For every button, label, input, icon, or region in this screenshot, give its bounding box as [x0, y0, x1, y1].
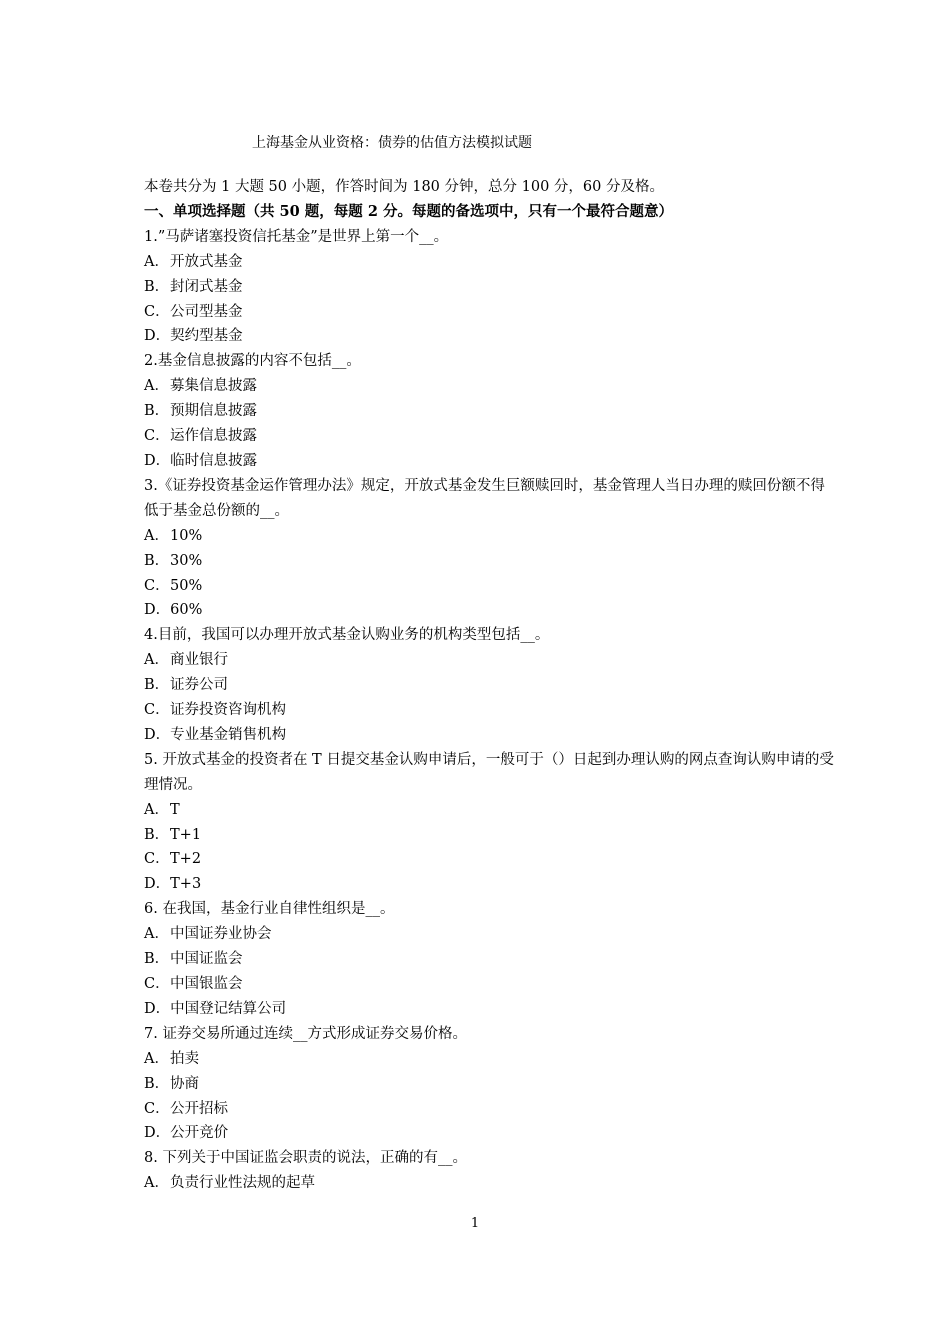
option-text: 临时信息披露	[170, 452, 258, 469]
option-a	[144, 1047, 834, 1072]
option-text: 商业银行	[170, 652, 228, 669]
option-text: T+3	[170, 876, 202, 893]
option-letter: B．	[144, 826, 170, 843]
option-a	[144, 798, 834, 823]
option-b	[144, 399, 834, 424]
option-letter: A．	[144, 801, 169, 818]
question	[144, 1146, 834, 1196]
option-c	[144, 1097, 834, 1122]
option-b	[144, 549, 834, 574]
option-d	[144, 598, 834, 623]
option-text: 专业基金销售机构	[170, 726, 287, 743]
option-text: 中国银监会	[170, 976, 243, 992]
option-a	[144, 524, 834, 549]
question-text: 2.基金信息披露的内容不包括__。	[144, 353, 361, 370]
option-text: T+1	[170, 826, 202, 843]
option-text: 证券投资咨询机构	[170, 702, 286, 719]
option-text: 60%	[170, 602, 203, 619]
option-letter: B．	[144, 677, 170, 694]
question-text: 8. 下列关于中国证监会职责的说法，正确的有__。	[144, 1150, 467, 1167]
option-letter: D．	[144, 1125, 171, 1142]
option-text: 中国登记结算公司	[170, 1000, 287, 1017]
document-title: 上海基金从业资格：债券的估值方法模拟试题	[252, 135, 532, 151]
option-letter: B．	[144, 552, 170, 569]
option-text: 预期信息披露	[170, 403, 257, 420]
option-d	[144, 997, 834, 1022]
option-text: 证券公司	[170, 677, 228, 694]
option-text: 封闭式基金	[170, 278, 243, 295]
question	[144, 623, 834, 748]
option-a	[144, 648, 834, 673]
option-letter: C．	[144, 303, 170, 320]
option-letter: B．	[144, 403, 170, 420]
option-letter: C．	[144, 976, 170, 992]
option-text: 契约型基金	[170, 328, 243, 345]
option-letter: C．	[144, 851, 170, 868]
option-a	[144, 250, 834, 275]
option-letter: C．	[144, 1100, 170, 1117]
option-text: 拍卖	[170, 1050, 199, 1067]
option-text: 50%	[170, 577, 203, 594]
option-c	[144, 698, 834, 723]
option-letter: D．	[144, 726, 171, 743]
option-letter: B．	[144, 951, 170, 968]
option-text: 中国证券业协会	[170, 926, 272, 943]
option-b	[144, 673, 834, 698]
option-c	[144, 574, 834, 599]
option-text: 30%	[170, 552, 203, 569]
option-letter: D．	[144, 1000, 171, 1017]
option-text: 中国证监会	[170, 951, 243, 968]
question-text: 4.目前，我国可以办理开放式基金认购业务的机构类型包括__。	[144, 627, 550, 644]
option-letter: A．	[144, 1050, 169, 1067]
option-c	[144, 424, 834, 449]
option-b	[144, 823, 834, 848]
document-body	[144, 175, 834, 1196]
option-text: 公司型基金	[170, 303, 243, 320]
option-letter: A．	[144, 1175, 169, 1192]
option-b	[144, 1072, 834, 1097]
option-text: T+2	[170, 851, 202, 868]
option-letter: C．	[144, 577, 170, 594]
option-a	[144, 922, 834, 947]
section-heading: 一、单项选择题（共 50 题，每题 2 分。每题的备选项中，只有一个最符合题意）	[144, 202, 673, 220]
option-text: 运作信息披露	[170, 428, 257, 445]
option-b	[144, 947, 834, 972]
option-letter: D．	[144, 876, 171, 893]
option-c	[144, 972, 834, 997]
option-d	[144, 872, 834, 897]
question	[144, 897, 834, 1022]
option-letter: A．	[144, 527, 169, 544]
option-c	[144, 300, 834, 325]
option-text: 负责行业性法规的起草	[170, 1175, 315, 1192]
question	[144, 474, 834, 623]
option-letter: C．	[144, 428, 170, 445]
option-text: 公开招标	[170, 1100, 228, 1117]
question-text: 6. 在我国，基金行业自律性组织是__。	[144, 901, 395, 918]
question	[144, 1022, 834, 1147]
option-letter: A．	[144, 652, 169, 669]
option-text: T	[170, 801, 180, 818]
question-text: 1.”马萨诸塞投资信托基金”是世界上第一个__。	[144, 228, 449, 245]
option-letter: D．	[144, 452, 171, 469]
option-c	[144, 847, 834, 872]
exam-intro: 本卷共分为 1 大题 50 小题，作答时间为 180 分钟，总分 100 分，60 分及格。	[144, 179, 664, 195]
question	[144, 349, 834, 474]
option-text: 开放式基金	[170, 253, 243, 270]
option-a	[144, 374, 834, 399]
option-text: 协商	[170, 1075, 199, 1092]
option-letter: B．	[144, 278, 170, 295]
option-b	[144, 275, 834, 300]
option-letter: D．	[144, 328, 171, 345]
question	[144, 225, 834, 350]
option-text: 10%	[170, 527, 203, 544]
question-text: 7. 证券交易所通过连续__方式形成证券交易价格。	[144, 1025, 467, 1042]
question-text: 5. 开放式基金的投资者在 T 日提交基金认购申请后，一般可于（）日起到办理认购的网点查询认购申请的受理情况。	[144, 751, 834, 793]
option-d	[144, 324, 834, 349]
question-text: 3.《证券投资基金运作管理办法》规定，开放式基金发生巨额赎回时，基金管理人当日办理的赎回份额不得低于基金总份额的__。	[144, 477, 825, 519]
option-text: 募集信息披露	[170, 378, 257, 395]
option-letter: D．	[144, 602, 171, 619]
option-letter: B．	[144, 1075, 170, 1092]
option-letter: A．	[144, 378, 169, 395]
option-a	[144, 1171, 834, 1196]
option-text: 公开竞价	[170, 1125, 229, 1142]
option-letter: A．	[144, 926, 169, 943]
page-number: 1	[470, 1216, 480, 1231]
question	[144, 748, 834, 897]
option-letter: A．	[144, 253, 169, 270]
option-d	[144, 449, 834, 474]
option-letter: C．	[144, 702, 170, 719]
option-d	[144, 1121, 834, 1146]
option-d	[144, 723, 834, 748]
